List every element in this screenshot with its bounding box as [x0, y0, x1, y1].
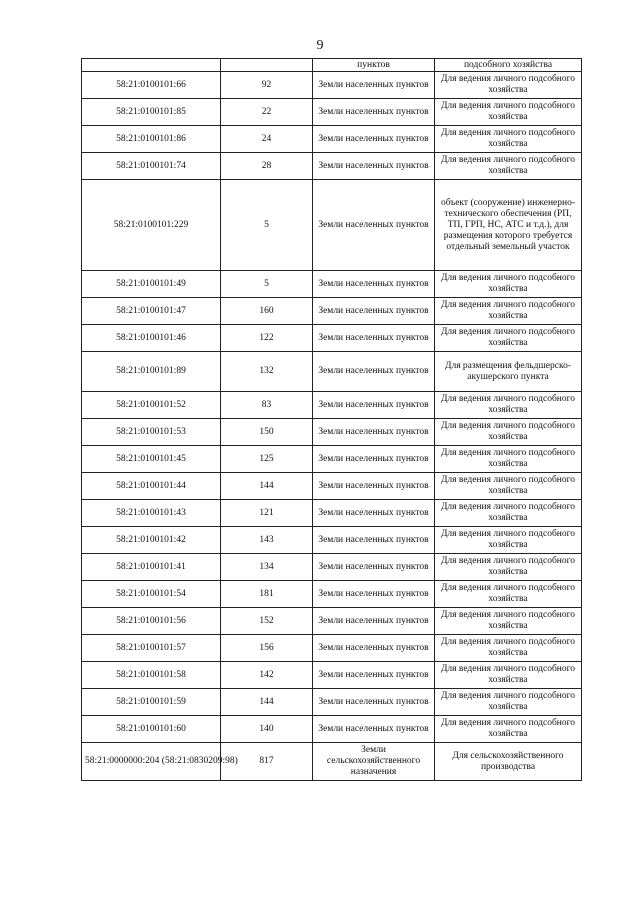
permitted-use-cell-text: Для ведения личного подсобного хозяйства	[440, 691, 576, 712]
permitted-use-cell	[435, 716, 582, 743]
permitted-use-cell-text: Для ведения личного подсобного хозяйства	[440, 556, 576, 577]
area-cell	[221, 392, 313, 419]
land-category-cell	[313, 689, 435, 716]
area-cell	[221, 153, 313, 180]
land-category-cell-text: Земли населенных пунктов	[318, 588, 429, 599]
cadastral-number-cell	[82, 180, 221, 271]
area-cell	[221, 608, 313, 635]
permitted-use-cell-text: Для ведения личного подсобного хозяйства	[440, 664, 576, 685]
table-row	[82, 500, 582, 527]
permitted-use-cell	[435, 554, 582, 581]
area-cell-text: 125	[259, 453, 274, 464]
permitted-use-cell-text: Для ведения личного подсобного хозяйства	[440, 529, 576, 550]
land-category-cell	[313, 180, 435, 271]
cadastral-number-cell	[82, 392, 221, 419]
permitted-use-cell-text: Для ведения личного подсобного хозяйства	[440, 421, 576, 442]
cadastral-number-cell-text: 58:21:0100101:74	[116, 160, 186, 171]
permitted-use-cell	[435, 59, 582, 72]
area-cell-text: 150	[259, 426, 274, 437]
land-category-cell	[313, 635, 435, 662]
permitted-use-cell-text: Для ведения личного подсобного хозяйства	[440, 128, 576, 149]
cadastral-number-cell	[82, 662, 221, 689]
permitted-use-cell-text: Для ведения личного подсобного хозяйства	[440, 273, 576, 294]
table-row	[82, 153, 582, 180]
table-row	[82, 72, 582, 99]
permitted-use-cell	[435, 446, 582, 473]
land-category-cell	[313, 126, 435, 153]
cadastral-number-cell-text: 58:21:0100101:66	[116, 79, 186, 90]
land-category-cell	[313, 473, 435, 500]
cadastral-number-cell-text: 58:21:0100101:229	[113, 219, 189, 230]
area-cell	[221, 473, 313, 500]
area-cell	[221, 59, 313, 72]
permitted-use-cell-text: Для ведения личного подсобного хозяйства	[440, 394, 576, 415]
land-category-cell-text: Земли населенных пунктов	[318, 615, 429, 626]
area-cell-text: 24	[261, 133, 272, 144]
area-cell	[221, 352, 313, 392]
table-row	[82, 554, 582, 581]
permitted-use-cell	[435, 473, 582, 500]
area-cell	[221, 271, 313, 298]
land-category-cell	[313, 662, 435, 689]
permitted-use-cell	[435, 271, 582, 298]
area-cell-text: 5	[264, 219, 269, 230]
land-category-cell-text: Земли населенных пунктов	[318, 332, 429, 343]
cadastral-number-cell-text: 58:21:0100101:56	[116, 615, 186, 626]
land-category-cell	[313, 554, 435, 581]
permitted-use-cell-text: Для ведения личного подсобного хозяйства	[440, 448, 576, 469]
land-plots-table	[81, 58, 582, 781]
table-row	[82, 581, 582, 608]
cadastral-number-cell-text: 58:21:0100101:59	[116, 696, 186, 707]
table-row	[82, 59, 582, 72]
land-category-cell	[313, 72, 435, 99]
area-cell-text: 28	[261, 160, 272, 171]
cadastral-number-cell	[82, 446, 221, 473]
permitted-use-cell	[435, 689, 582, 716]
area-cell	[221, 72, 313, 99]
cadastral-number-cell-text: 58:21:0100101:85	[116, 106, 186, 117]
land-category-cell	[313, 392, 435, 419]
cadastral-number-cell-text: 58:21:0100101:89	[116, 366, 186, 376]
permitted-use-cell	[435, 608, 582, 635]
table-row	[82, 446, 582, 473]
area-cell-text: 160	[259, 305, 274, 316]
land-category-cell-text: Земли населенных пунктов	[318, 723, 429, 734]
permitted-use-cell	[435, 153, 582, 180]
permitted-use-cell-text: Для ведения личного подсобного хозяйства	[440, 718, 576, 739]
land-category-cell-text: Земли населенных пунктов	[318, 278, 429, 289]
permitted-use-cell	[435, 581, 582, 608]
area-cell	[221, 446, 313, 473]
cadastral-number-cell	[82, 59, 221, 72]
area-cell-text: 132	[259, 366, 274, 376]
cadastral-number-cell	[82, 99, 221, 126]
land-category-cell-text: Земли населенных пунктов	[318, 534, 429, 545]
page-number: 9	[316, 38, 324, 53]
area-cell-text: 144	[259, 480, 274, 491]
area-cell	[221, 419, 313, 446]
permitted-use-cell-text: подсобного хозяйства	[463, 59, 553, 70]
cadastral-number-cell	[82, 419, 221, 446]
area-cell-text: 134	[259, 561, 274, 572]
area-cell-text: 22	[261, 106, 272, 117]
land-category-cell	[313, 446, 435, 473]
land-category-cell	[313, 271, 435, 298]
cadastral-number-cell	[82, 126, 221, 153]
land-category-cell-text: Земли населенных пунктов	[318, 480, 429, 491]
table-row	[82, 271, 582, 298]
permitted-use-cell	[435, 662, 582, 689]
permitted-use-cell	[435, 298, 582, 325]
permitted-use-cell-text: объект (сооружение) инженерно-технического обеспечения (РП, ТП, ГРП, НС, АТС и т.д.), для размещения которого требуется отдельный земельный участок	[440, 197, 576, 252]
area-cell	[221, 635, 313, 662]
area-cell-text: 817	[259, 756, 274, 766]
area-cell	[221, 662, 313, 689]
permitted-use-cell	[435, 500, 582, 527]
table-row	[82, 716, 582, 743]
land-category-cell-text: Земли населенных пунктов	[318, 366, 429, 376]
table-row	[82, 527, 582, 554]
table-row	[82, 635, 582, 662]
area-cell-text: 143	[259, 534, 274, 545]
table-row	[82, 99, 582, 126]
land-category-cell	[313, 352, 435, 392]
cadastral-number-cell-text: 58:21:0100101:57	[116, 642, 186, 653]
land-category-cell	[313, 298, 435, 325]
area-cell-text: 121	[259, 507, 274, 518]
table-row	[82, 473, 582, 500]
cadastral-number-cell-text: 58:21:0100101:43	[116, 507, 186, 518]
cadastral-number-cell-text: 58:21:0100101:42	[116, 534, 186, 545]
cadastral-number-cell-text: 58:21:0000000:204 (58:21:0830209:98)	[85, 756, 238, 766]
permitted-use-cell	[435, 392, 582, 419]
table-row	[82, 743, 582, 781]
cadastral-number-cell-text: 58:21:0100101:86	[116, 133, 186, 144]
cadastral-number-cell-text: 58:21:0100101:41	[116, 561, 186, 572]
cadastral-number-cell	[82, 500, 221, 527]
permitted-use-cell	[435, 72, 582, 99]
area-cell	[221, 716, 313, 743]
land-category-cell	[313, 500, 435, 527]
table-row	[82, 126, 582, 153]
land-category-cell-text: Земли населенных пунктов	[318, 426, 429, 437]
permitted-use-cell	[435, 99, 582, 126]
cadastral-number-cell	[82, 325, 221, 352]
permitted-use-cell	[435, 126, 582, 153]
land-category-cell-text: Земли населенных пунктов	[318, 453, 429, 464]
permitted-use-cell-text: Для ведения личного подсобного хозяйства	[440, 74, 576, 95]
cadastral-number-cell	[82, 716, 221, 743]
land-category-cell-text: Земли населенных пунктов	[318, 399, 429, 410]
land-category-cell	[313, 419, 435, 446]
area-cell	[221, 581, 313, 608]
land-category-cell-text: Земли населенных пунктов	[318, 219, 429, 230]
area-cell	[221, 689, 313, 716]
area-cell-text: 156	[259, 642, 274, 653]
cadastral-number-cell-text: 58:21:0100101:60	[116, 723, 186, 734]
land-category-cell	[313, 743, 435, 781]
cadastral-number-cell-text: 58:21:0100101:49	[116, 278, 186, 289]
area-cell	[221, 298, 313, 325]
land-category-cell	[313, 153, 435, 180]
cadastral-number-cell-text: 58:21:0100101:54	[116, 588, 186, 599]
cadastral-number-cell-text: 58:21:0100101:46	[116, 332, 186, 343]
cadastral-number-cell	[82, 298, 221, 325]
land-category-cell	[313, 581, 435, 608]
table-row	[82, 608, 582, 635]
area-cell	[221, 554, 313, 581]
land-category-cell	[313, 99, 435, 126]
area-cell	[221, 126, 313, 153]
area-cell	[221, 99, 313, 126]
permitted-use-cell-text: Для ведения личного подсобного хозяйства	[440, 475, 576, 496]
permitted-use-cell	[435, 180, 582, 271]
cadastral-number-cell	[82, 608, 221, 635]
area-cell-text: 144	[259, 696, 274, 707]
land-category-cell	[313, 325, 435, 352]
cadastral-number-cell-text: 58:21:0100101:53	[116, 426, 186, 437]
area-cell	[221, 325, 313, 352]
land-category-cell	[313, 716, 435, 743]
cadastral-number-cell-text: 58:21:0100101:45	[116, 453, 186, 464]
land-category-cell-text: Земли населенных пунктов	[318, 79, 429, 90]
permitted-use-cell	[435, 325, 582, 352]
cadastral-number-cell	[82, 352, 221, 392]
table-row	[82, 298, 582, 325]
permitted-use-cell-text: Для ведения личного подсобного хозяйства	[440, 327, 576, 348]
permitted-use-cell	[435, 635, 582, 662]
land-category-cell-text: Земли населенных пунктов	[318, 507, 429, 518]
area-cell-text: 140	[259, 723, 274, 734]
table-row	[82, 419, 582, 446]
land-category-cell-text: Земли населенных пунктов	[318, 305, 429, 316]
permitted-use-cell-text: Для ведения личного подсобного хозяйства	[440, 502, 576, 523]
cadastral-number-cell	[82, 153, 221, 180]
area-cell-text: 181	[259, 588, 274, 599]
area-cell-text: 142	[259, 669, 274, 680]
table-row	[82, 392, 582, 419]
permitted-use-cell-text: Для ведения личного подсобного хозяйства	[440, 155, 576, 176]
cadastral-number-cell-text: 58:21:0100101:44	[116, 480, 186, 491]
table-row	[82, 180, 582, 271]
area-cell	[221, 527, 313, 554]
permitted-use-cell-text: Для ведения личного подсобного хозяйства	[440, 637, 576, 658]
area-cell-text: 92	[261, 79, 272, 90]
cadastral-number-cell	[82, 743, 238, 781]
cadastral-number-cell	[82, 271, 221, 298]
land-category-cell-text: пунктов	[357, 59, 390, 70]
permitted-use-cell	[435, 743, 582, 781]
cadastral-number-cell	[82, 635, 221, 662]
permitted-use-cell-text: Для ведения личного подсобного хозяйства	[440, 583, 576, 604]
land-category-cell-text: Земли населенных пунктов	[318, 133, 429, 144]
land-category-cell-text: Земли населенных пунктов	[318, 696, 429, 707]
land-category-cell	[313, 59, 435, 72]
cadastral-number-cell-text: 58:21:0100101:58	[116, 669, 186, 680]
permitted-use-cell-text: Для ведения личного подсобного хозяйства	[440, 610, 576, 631]
land-category-cell-text: Земли сельскохозяйственного назначения	[326, 745, 421, 777]
area-cell	[221, 500, 313, 527]
land-category-cell-text: Земли населенных пунктов	[318, 561, 429, 572]
permitted-use-cell	[435, 419, 582, 446]
cadastral-number-cell	[82, 689, 221, 716]
permitted-use-cell-text: Для ведения личного подсобного хозяйства	[440, 300, 576, 321]
permitted-use-cell-text: Для сельскохозяйственного производства	[452, 750, 564, 772]
permitted-use-cell	[435, 352, 582, 392]
table-row	[82, 662, 582, 689]
table-body	[82, 59, 582, 781]
land-category-cell-text: Земли населенных пунктов	[318, 669, 429, 680]
table-row	[82, 325, 582, 352]
area-cell	[221, 180, 313, 271]
table-row	[82, 689, 582, 716]
land-category-cell-text: Земли населенных пунктов	[318, 642, 429, 653]
cadastral-number-cell	[82, 581, 221, 608]
cadastral-number-cell	[82, 473, 221, 500]
area-cell-text: 122	[259, 332, 274, 343]
permitted-use-cell-text: Для размещения фельдшерско-акушерского пункта	[444, 360, 572, 382]
cadastral-number-cell	[82, 72, 221, 99]
table-row	[82, 352, 582, 392]
land-category-cell-text: Земли населенных пунктов	[318, 106, 429, 117]
permitted-use-cell-text: Для ведения личного подсобного хозяйства	[440, 101, 576, 122]
cadastral-number-cell	[82, 554, 221, 581]
cadastral-number-cell	[82, 527, 221, 554]
land-category-cell	[313, 527, 435, 554]
land-category-cell-text: Земли населенных пунктов	[318, 160, 429, 171]
land-category-cell	[313, 608, 435, 635]
permitted-use-cell	[435, 527, 582, 554]
area-cell-text: 83	[261, 399, 272, 410]
cadastral-number-cell-text: 58:21:0100101:52	[116, 399, 186, 410]
area-cell-text: 152	[259, 615, 274, 626]
cadastral-number-cell-text: 58:21:0100101:47	[116, 305, 186, 316]
area-cell-text: 5	[264, 278, 269, 289]
